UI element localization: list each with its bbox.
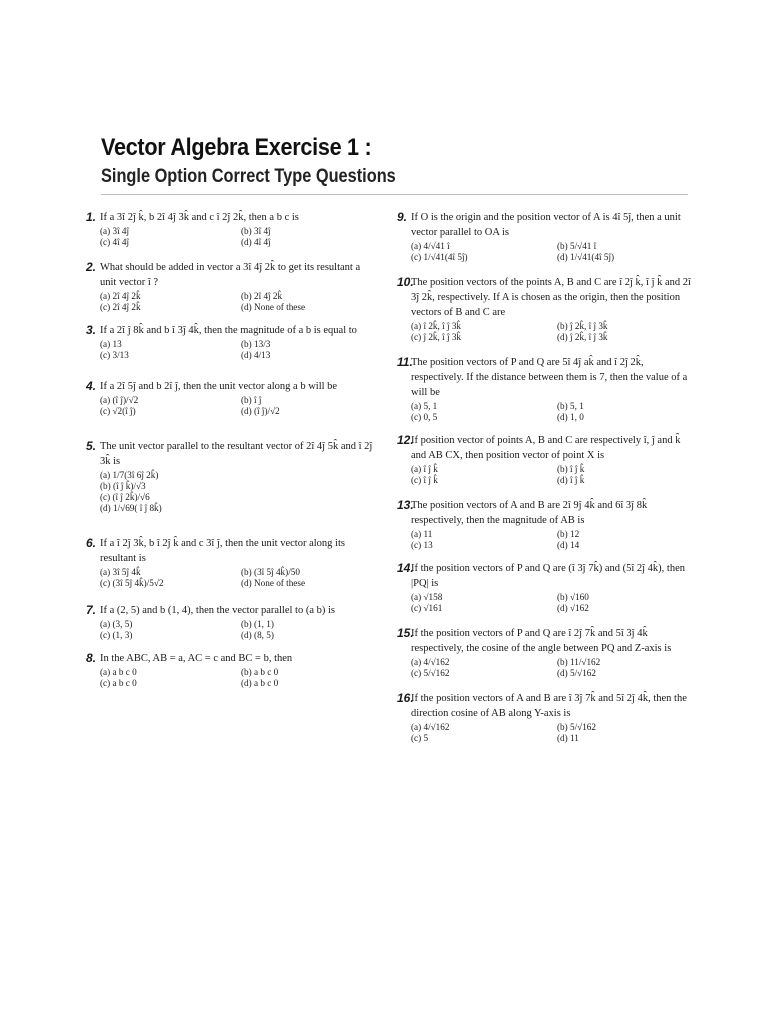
answer-option: (c) (î ĵ 2k̂)/√6 <box>100 492 150 502</box>
answer-option: (b) 12 <box>557 529 580 539</box>
answer-option: (a) 11 <box>411 529 433 539</box>
question-item <box>86 536 376 589</box>
question-text: If O is the origin and the position vector of A is 4î 5ĵ, then a unit vector parallel to OA is <box>411 212 681 238</box>
answer-option: (c) î ĵ k̂ <box>411 475 438 485</box>
question-number: 15. <box>397 626 414 640</box>
question-item <box>397 210 697 263</box>
question-number: 14. <box>397 561 414 575</box>
answer-option: (c) 3/13 <box>100 350 129 360</box>
answer-option: (c) 5 <box>411 733 429 743</box>
question-number: 10. <box>397 275 414 289</box>
answer-option: (b) 5, 1 <box>557 401 584 411</box>
answer-option: (d) √162 <box>557 603 589 613</box>
left-column <box>86 210 376 693</box>
question-number: 11. <box>397 355 413 369</box>
question-item <box>397 275 697 343</box>
question-number: 6. <box>86 536 97 550</box>
answer-option: (c) 5/√162 <box>411 668 450 678</box>
answer-option: (a) 13 <box>100 339 122 349</box>
answer-option: (a) a b c 0 <box>100 667 137 677</box>
answer-option: (c) 1/√41(4î 5ĵ) <box>411 252 468 262</box>
answer-options <box>411 321 697 343</box>
question-number: 1. <box>86 210 97 224</box>
answer-option: (b) (1, 1) <box>241 619 274 629</box>
answer-option: (d) a b c 0 <box>241 678 279 688</box>
question-text: What should be added in vector a 3î 4ĵ 2k̂ to get its resultant a unit vector î ? <box>100 262 361 288</box>
answer-options <box>100 291 376 313</box>
answer-option: (a) 5, 1 <box>411 401 438 411</box>
answer-option: (a) 4/√162 <box>411 657 450 667</box>
question-text: If position vector of points A, B and C are respectively î, ĵ and k̂ and AB CX, then position vector of point X is <box>411 435 681 461</box>
answer-option: (a) 2î 4ĵ 2k̂ <box>100 291 141 301</box>
question-text: If a 2î 5ĵ and b 2î ĵ, then the unit vector along a b will be <box>100 381 338 392</box>
answer-option: (c) a b c 0 <box>100 678 137 688</box>
answer-options <box>100 339 376 361</box>
answer-option: (c) ĵ 2k̂, î ĵ 3k̂ <box>411 332 462 342</box>
answer-option: (c) 13 <box>411 540 433 550</box>
question-text: If a 3î 2ĵ k̂, b 2î 4ĵ 3k̂ and c î 2ĵ 2k̂, then a b c is <box>100 212 299 223</box>
question-text: If a 2î ĵ 8k̂ and b î 3ĵ 4k̂, then the magnitude of a b is equal to <box>100 325 357 336</box>
question-number: 7. <box>86 603 97 617</box>
answer-option: (d) î ĵ k̂ <box>557 475 585 485</box>
right-column <box>397 210 697 748</box>
question-text: The position vectors of P and Q are 5î 4ĵ ak̂ and î 2ĵ 2k̂, respectively. If the distance between them is 7, then the value of a will be <box>411 357 688 398</box>
answer-option: (d) None of these <box>241 302 306 312</box>
question-number: 2. <box>86 260 97 274</box>
answer-options <box>411 592 697 614</box>
question-text: In the ABC, AB = a, AC = c and BC = b, then <box>100 653 293 664</box>
answer-option: (a) (3, 5) <box>100 619 133 629</box>
answer-option: (d) (î ĵ)/√2 <box>241 406 280 416</box>
answer-option: (a) 4/√41 î <box>411 241 450 251</box>
answer-option: (b) (3î 5ĵ 4k̂)/50 <box>241 567 300 577</box>
answer-option: (b) a b c 0 <box>241 667 279 677</box>
question-number: 16. <box>397 691 414 705</box>
question-text: If a î 2ĵ 3k̂, b î 2ĵ k̂ and c 3î ĵ, then the unit vector along its resultant is <box>100 538 345 564</box>
question-text: The position vectors of the points A, B and C are î 2ĵ k̂, î ĵ k̂ and 2î 3ĵ 2k̂, respectively. If A is chosen as the origin, then the position vectors of B and C are <box>411 277 691 318</box>
answer-option: (b) 5/√41 î <box>557 241 597 251</box>
answer-option: (b) ĵ 2k̂, î ĵ 3k̂ <box>557 321 608 331</box>
answer-option: (b) √160 <box>557 592 589 602</box>
answer-option: (a) (î ĵ)/√2 <box>100 395 139 405</box>
question-item <box>86 260 376 313</box>
question-number: 12. <box>397 433 414 447</box>
answer-options <box>411 722 697 744</box>
answer-option: (b) 2î 4ĵ 2k̂ <box>241 291 283 301</box>
answer-option: (d) (8, 5) <box>241 630 274 640</box>
answer-option: (b) 13/3 <box>241 339 271 349</box>
answer-option: (c) 4î 4ĵ <box>100 237 130 247</box>
question-number: 9. <box>397 210 408 224</box>
question-item <box>86 651 376 689</box>
answer-option: (b) î ĵ k̂ <box>557 464 585 474</box>
answer-options <box>100 395 376 417</box>
answer-options <box>100 567 376 589</box>
answer-options <box>411 529 697 551</box>
question-item <box>86 210 376 248</box>
answer-option: (d) ĵ 2k̂, î ĵ 3k̂ <box>557 332 608 342</box>
page-subtitle: Single Option Correct Type Questions <box>101 166 396 187</box>
answer-option: (d) 4î 4ĵ <box>241 237 271 247</box>
answer-options <box>411 464 697 486</box>
answer-options <box>100 619 376 641</box>
question-item <box>86 603 376 641</box>
question-text: The unit vector parallel to the resultant vector of 2î 4ĵ 5k̂ and î 2ĵ 3k̂ is <box>100 441 373 467</box>
question-text: If the position vectors of A and B are î 3ĵ 7k̂ and 5î 2ĵ 4k̂, then the direction cosine of AB along Y-axis is <box>411 693 687 719</box>
answer-option: (c) (3î 5ĵ 4k̂)/5√2 <box>100 578 164 588</box>
answer-option: (a) √158 <box>411 592 443 602</box>
answer-option: (c) 2î 4ĵ 2k̂ <box>100 302 141 312</box>
answer-option: (c) (1, 3) <box>100 630 133 640</box>
question-number: 3. <box>86 323 97 337</box>
question-item <box>397 498 697 551</box>
question-item <box>397 691 697 744</box>
question-text: If the position vectors of P and Q are î 2ĵ 7k̂ and 5î 3ĵ 4k̂ respectively, the cosine of the angle between PQ and Z-axis is <box>411 628 672 654</box>
question-item <box>397 561 697 614</box>
answer-options <box>411 657 697 679</box>
header-divider <box>101 194 688 195</box>
answer-options <box>100 667 376 689</box>
question-text: The position vectors of A and B are 2î 9ĵ 4k̂ and 6î 3ĵ 8k̂ respectively, then the magnitude of AB is <box>411 500 648 526</box>
question-item <box>86 323 376 361</box>
question-item <box>86 379 376 417</box>
answer-option: (a) î 2k̂, î ĵ 3k̂ <box>411 321 462 331</box>
answer-option: (d) 1/√41(4î 5ĵ) <box>557 252 615 262</box>
question-number: 4. <box>86 379 97 393</box>
answer-options <box>100 470 376 514</box>
answer-option: (a) 3î 5ĵ 4k̂ <box>100 567 141 577</box>
question-item <box>397 433 697 486</box>
answer-option: (a) î ĵ k̂ <box>411 464 438 474</box>
question-item <box>86 439 376 514</box>
answer-option: (a) 1/7(3î 6ĵ 2k̂) <box>100 470 159 480</box>
question-number: 8. <box>86 651 97 665</box>
answer-option: (c) √2(î ĵ) <box>100 406 136 416</box>
answer-options <box>411 241 697 263</box>
answer-option: (c) 0, 5 <box>411 412 438 422</box>
answer-options <box>411 401 697 423</box>
question-number: 5. <box>86 439 97 453</box>
answer-option: (d) 1, 0 <box>557 412 584 422</box>
answer-option: (d) None of these <box>241 578 306 588</box>
answer-option: (b) î ĵ <box>241 395 262 405</box>
answer-option: (a) 3î 4ĵ <box>100 226 130 236</box>
page-title: Vector Algebra Exercise 1 : <box>101 134 372 161</box>
answer-option: (d) 1/√69( î ĵ 8k̂) <box>100 503 162 513</box>
question-text: If a (2, 5) and b (1, 4), then the vector parallel to (a b) is <box>100 605 335 616</box>
answer-option: (d) 14 <box>557 540 580 550</box>
answer-option: (b) 5/√162 <box>557 722 596 732</box>
answer-option: (c) √161 <box>411 603 443 613</box>
question-item <box>397 626 697 679</box>
question-text: If the position vectors of P and Q are (î 3ĵ 7k̂) and (5î 2ĵ 4k̂), then |PQ| is <box>411 563 686 589</box>
answer-option: (d) 11 <box>557 733 579 743</box>
answer-option: (b) 11/√162 <box>557 657 601 667</box>
question-item <box>397 355 697 423</box>
answer-option: (b) (î ĵ k̂)/√3 <box>100 481 146 491</box>
answer-options <box>100 226 376 248</box>
question-number: 13. <box>397 498 414 512</box>
answer-option: (a) 4/√162 <box>411 722 450 732</box>
answer-option: (d) 4/13 <box>241 350 271 360</box>
answer-option: (b) 3î 4ĵ <box>241 226 271 236</box>
answer-option: (d) 5/√162 <box>557 668 596 678</box>
